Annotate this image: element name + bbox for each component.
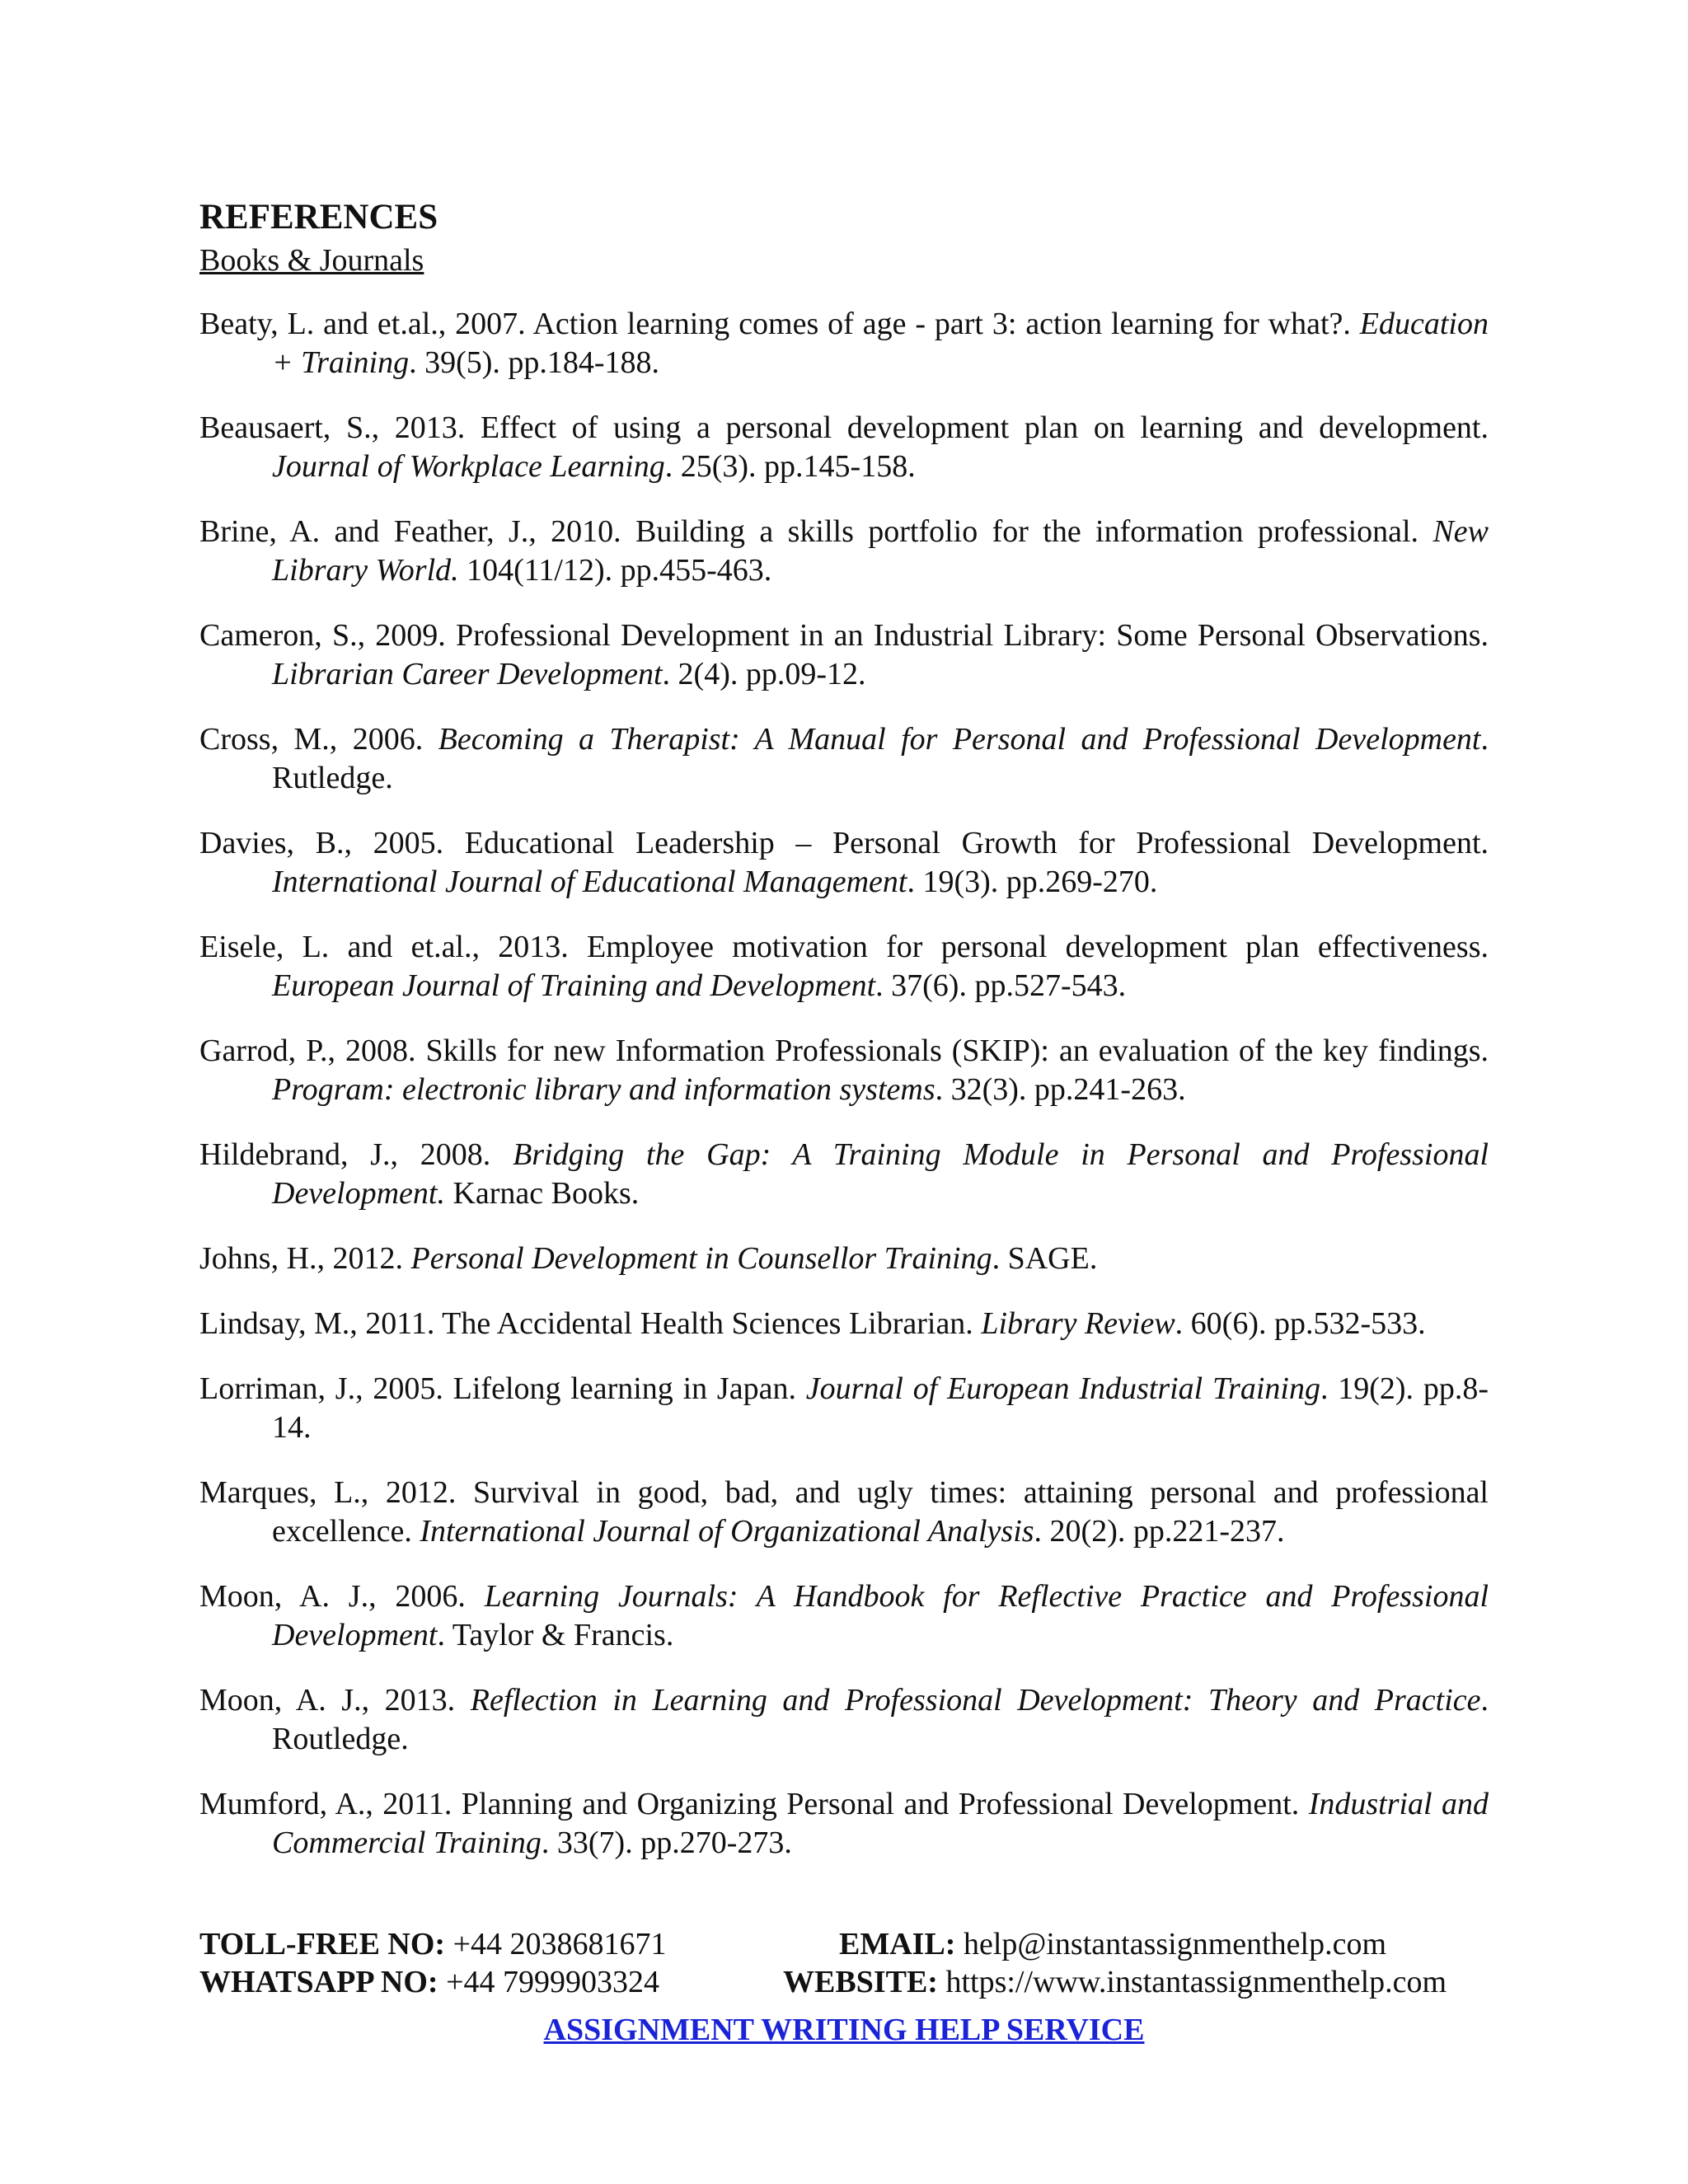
reference-main: Garrod, P., 2008. Skills for new Information Professionals (SKIP): an evaluation of the key findings. (199, 1033, 1489, 1068)
reference-source: Education + Training (272, 307, 1489, 380)
reference-source: Librarian Career Development (272, 657, 663, 691)
whatsapp-label: WHATSAPP NO: (199, 1965, 438, 1999)
reference-source: Industrial and Commercial Training (272, 1787, 1489, 1860)
reference-item (199, 1370, 1489, 1447)
reference-details: . Rutledge. (272, 722, 1489, 795)
reference-details: . 60(6). pp.532-533. (1175, 1306, 1426, 1341)
reference-item (199, 928, 1489, 1005)
reference-main: Moon, A. J., 2006. (199, 1579, 485, 1614)
reference-details: 104(11/12). pp.455-463. (458, 553, 772, 588)
reference-details: . 20(2). pp.221-237. (1034, 1514, 1285, 1549)
reference-details: . 2(4). pp.09-12. (662, 657, 866, 691)
reference-source: Journal of Workplace Learning (272, 449, 665, 484)
website-contact (783, 1963, 1447, 2001)
reference-item (199, 305, 1489, 382)
reference-details: . 32(3). pp.241-263. (935, 1072, 1186, 1107)
whatsapp-number: +44 7999903324 (438, 1965, 660, 1999)
contact-footer (199, 1925, 1489, 2001)
reference-main: Marques, L., 2012. Survival in good, bad, and ugly times: attaining personal and professional excellence. (199, 1475, 1489, 1549)
tollfree-number: +44 2038681671 (445, 1927, 667, 1961)
reference-source: Personal Development in Counsellor Training (410, 1241, 992, 1276)
reference-item (199, 1474, 1489, 1551)
reference-source: Journal of European Industrial Training (805, 1371, 1320, 1406)
reference-item (199, 513, 1489, 590)
section-subheading: Books & Journals (199, 243, 424, 278)
tollfree-contact (199, 1925, 667, 1963)
reference-main: Lorriman, J., 2005. Lifelong learning in Japan. (199, 1371, 806, 1406)
reference-item (199, 1785, 1489, 1863)
reference-item (199, 1305, 1489, 1343)
page-title: REFERENCES (199, 198, 438, 237)
reference-source: Becoming a Therapist: A Manual for Personal and Professional Development (438, 722, 1481, 757)
reference-main: Beaty, L. and et.al., 2007. Action learning comes of age - part 3: action learning for what?. (199, 307, 1360, 341)
reference-details: . 37(6). pp.527-543. (875, 968, 1127, 1003)
reference-details: . Routledge. (272, 1683, 1489, 1756)
reference-main: Cross, M., 2006. (199, 722, 438, 757)
reference-main: Davies, B., 2005. Educational Leadership – Personal Growth for Professional Development. (199, 826, 1489, 860)
assignment-help-link[interactable]: ASSIGNMENT WRITING HELP SERVICE (543, 2013, 1145, 2047)
reference-source: International Journal of Organizational Analysis (420, 1514, 1034, 1549)
reference-details: . SAGE. (992, 1241, 1098, 1276)
reference-source: Program: electronic library and information systems (272, 1072, 935, 1107)
reference-details: . 39(5). pp.184-188. (409, 345, 660, 380)
reference-source: Bridging the Gap: A Training Module in Personal and Professional Development. (272, 1137, 1489, 1211)
reference-item (199, 1681, 1489, 1759)
reference-main: Lindsay, M., 2011. The Accidental Health Sciences Librarian. (199, 1306, 982, 1341)
footer-row-2 (199, 1963, 1489, 2001)
reference-source: Library Review (981, 1306, 1175, 1341)
reference-details: . 19(2). pp.8-14. (272, 1371, 1489, 1445)
reference-details: . 33(7). pp.270-273. (541, 1825, 792, 1860)
reference-source: International Journal of Educational Management (272, 865, 907, 899)
reference-main: Beausaert, S., 2013. Effect of using a personal development plan on learning and development. (199, 410, 1489, 445)
reference-item (199, 720, 1489, 798)
footer-row-1 (199, 1925, 1489, 1963)
website-label: WEBSITE: (783, 1965, 938, 1999)
reference-item (199, 1240, 1489, 1278)
email-address: help@instantassignmenthelp.com (955, 1927, 1387, 1961)
reference-main: Johns, H., 2012. (199, 1241, 411, 1276)
reference-details: Karnac Books. (444, 1176, 640, 1211)
email-label: EMAIL: (839, 1927, 956, 1961)
website-url: https://www.instantassignmenthelp.com (937, 1965, 1447, 1999)
reference-source: Learning Journals: A Handbook for Reflective Practice and Professional Development (272, 1579, 1489, 1652)
reference-main: Hildebrand, J., 2008. (199, 1137, 513, 1172)
whatsapp-contact (199, 1963, 659, 2001)
reference-main: Eisele, L. and et.al., 2013. Employee motivation for personal development plan effectiveness. (199, 930, 1489, 964)
reference-item (199, 616, 1489, 694)
reference-main: Brine, A. and Feather, J., 2010. Building a skills portfolio for the information professional. (199, 514, 1433, 549)
reference-details: . 25(3). pp.145-158. (664, 449, 916, 484)
reference-item (199, 1032, 1489, 1109)
reference-item (199, 824, 1489, 902)
reference-item (199, 1577, 1489, 1655)
tollfree-label: TOLL-FREE NO: (199, 1927, 446, 1961)
reference-item (199, 409, 1489, 486)
reference-main: Cameron, S., 2009. Professional Development in an Industrial Library: Some Personal Observations. (199, 618, 1489, 653)
reference-main: Mumford, A., 2011. Planning and Organizing Personal and Professional Development. (199, 1787, 1309, 1821)
reference-details: . 19(3). pp.269-270. (907, 865, 1158, 899)
reference-source: European Journal of Training and Development (272, 968, 876, 1003)
reference-item (199, 1136, 1489, 1213)
reference-details: . Taylor & Francis. (437, 1618, 674, 1652)
email-contact (839, 1925, 1386, 1963)
reference-main: Moon, A. J., 2013. (199, 1683, 471, 1718)
reference-source: Reflection in Learning and Professional Development: Theory and Practice (470, 1683, 1481, 1718)
reference-source: New Library World. (272, 514, 1489, 588)
reference-list (199, 305, 1489, 1889)
